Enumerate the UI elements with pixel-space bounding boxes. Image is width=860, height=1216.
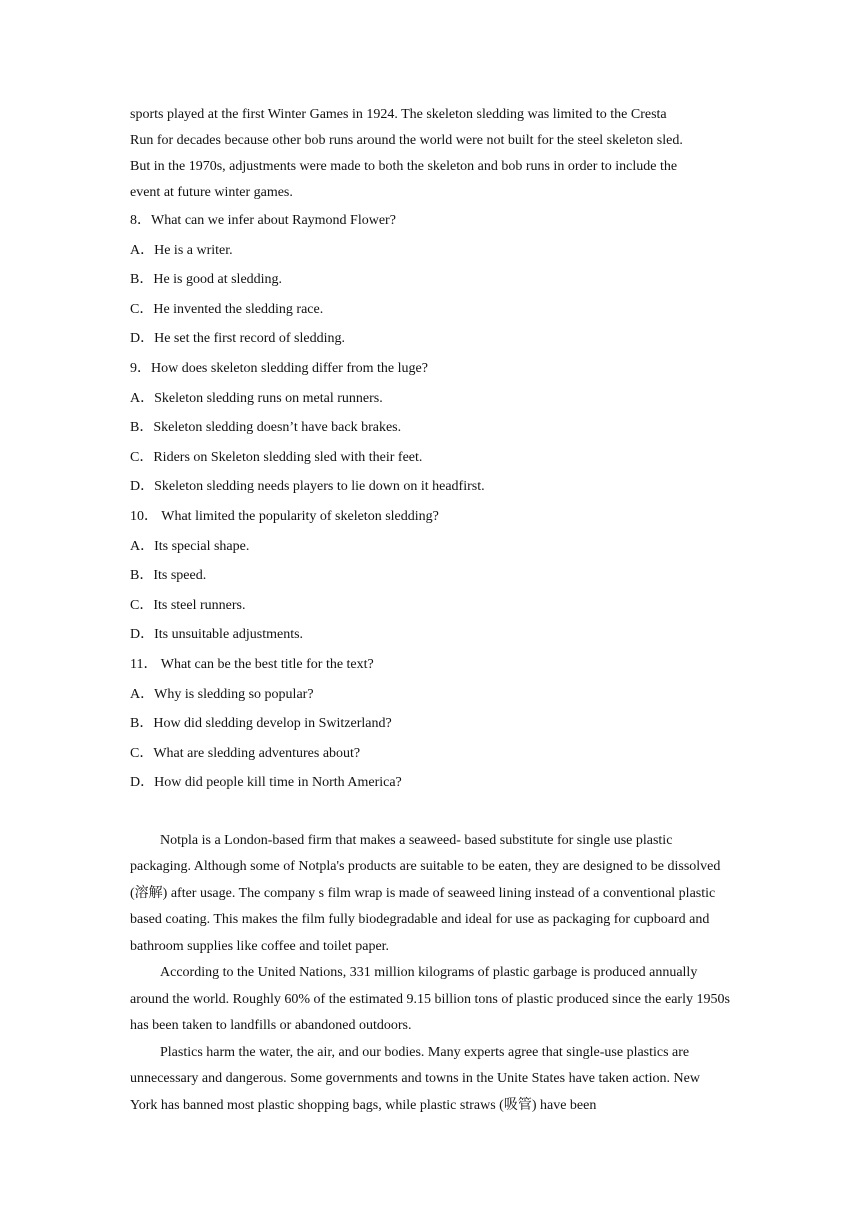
answer-option: A．Its special shape.	[130, 538, 250, 554]
answer-option: C．Its steel runners.	[130, 597, 246, 613]
passage-1-continuation	[130, 102, 730, 206]
question-stem: 10． What limited the popularity of skeleton sledding?	[130, 508, 439, 524]
answer-option: B．He is good at sledding.	[130, 272, 283, 288]
question-stem: 11． What can be the best title for the text?	[130, 656, 374, 672]
passage-2	[130, 828, 730, 1120]
question-8	[130, 206, 730, 354]
answer-option: B．Skeleton sledding doesn’t have back brakes.	[130, 420, 402, 436]
answer-option: B．Its speed.	[130, 568, 207, 584]
question-stem: 9．How does skeleton sledding differ from the luge?	[130, 360, 428, 376]
answer-option: C．What are sledding adventures about?	[130, 745, 361, 761]
question-10	[130, 502, 730, 650]
answer-option: B．How did sledding develop in Switzerland?	[130, 716, 392, 732]
answer-option: A．Skeleton sledding runs on metal runners.	[130, 390, 383, 406]
passage-2-paragraph: Plastics harm the water, the air, and our bodies. Many experts agree that single-use plastics are unnecessary and dangerous. Some governments and towns in the Unite States have taken action. New York has banned most plastic shopping bags, while plastic straws (吸管) have been	[130, 1044, 700, 1113]
document-page	[130, 102, 730, 1119]
passage-1-line: But in the 1970s, adjustments were made to both the skeleton and bob runs in order to include the	[130, 159, 678, 174]
answer-option: D．Skeleton sledding needs players to lie down on it headfirst.	[130, 479, 485, 495]
question-11	[130, 650, 730, 798]
passage-2-paragraph: Notpla is a London-based firm that makes a seaweed- based substitute for single use plastic packaging. Although some of Notpla's products are suitable to be eaten, they are designed to be dissolved (溶解) after usage. The company s film wrap is made of seaweed lining instead of a conventional plastic based coating. This makes the film fully biodegradable and ideal for use as packaging for cupboard and bathroom supplies like coffee and toilet paper.	[130, 832, 721, 954]
answer-option: A．He is a writer.	[130, 242, 233, 258]
answer-option: C．Riders on Skeleton sledding sled with their feet.	[130, 449, 423, 465]
answer-option: A．Why is sledding so popular?	[130, 686, 314, 702]
answer-option: D．Its unsuitable adjustments.	[130, 627, 304, 643]
question-list	[130, 206, 730, 798]
passage-1-line: event at future winter games.	[130, 185, 293, 200]
passage-2-paragraph: According to the United Nations, 331 million kilograms of plastic garbage is produced annually around the world. Roughly 60% of the estimated 9.15 billion tons of plastic produced since the early 1950s has been taken to landfills or abandoned outdoors.	[130, 965, 730, 1034]
question-9	[130, 354, 730, 502]
answer-option: D．How did people kill time in North America?	[130, 775, 402, 791]
passage-1-line: Run for decades because other bob runs around the world were not built for the steel skeleton sled.	[130, 133, 683, 148]
answer-option: D．He set the first record of sledding.	[130, 331, 345, 347]
answer-option: C．He invented the sledding race.	[130, 301, 324, 317]
question-stem: 8．What can we infer about Raymond Flower?	[130, 213, 396, 228]
passage-1-line: sports played at the first Winter Games in 1924. The skeleton sledding was limited to the Cresta	[130, 107, 667, 122]
